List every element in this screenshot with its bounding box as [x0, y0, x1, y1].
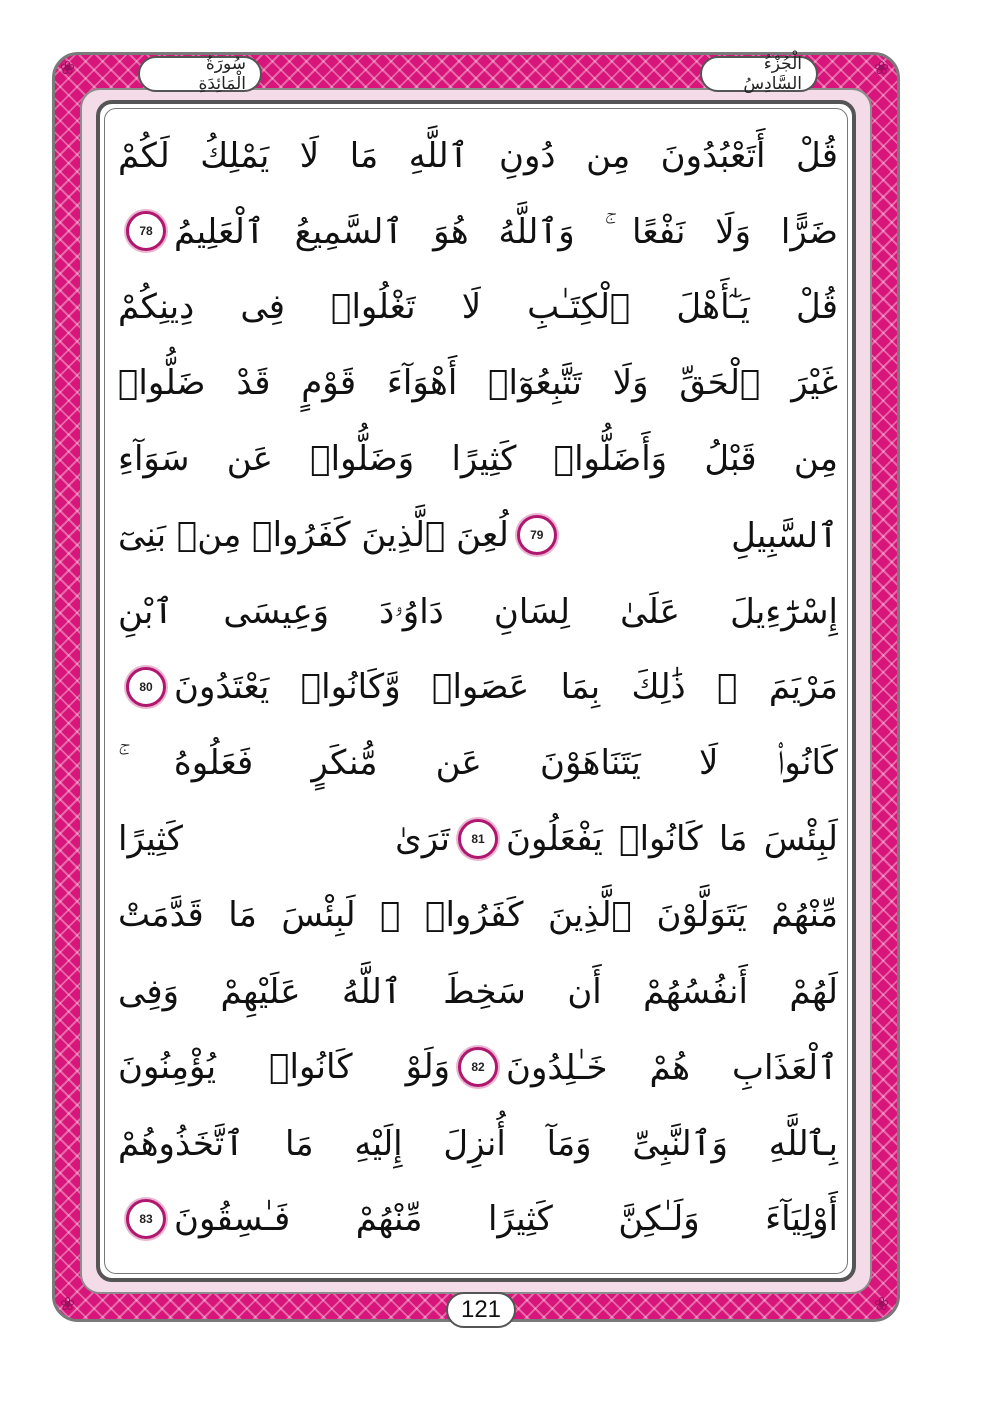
text-line: [118, 346, 838, 420]
text-line: [118, 650, 838, 724]
verse-text: كَانُوا۟ لَا يَتَنَاهَوْنَ عَن مُّنكَرٍ فَعَلُوهُ ۚ: [118, 743, 838, 783]
ayah-number-marker: 83: [126, 1199, 166, 1239]
verse-text: أَوْلِيَآءَ وَلَـٰكِنَّ كَثِيرًا مِّنْهُمْ فَـٰسِقُونَ: [174, 1199, 838, 1239]
text-line: [118, 726, 838, 800]
corner-ornament-icon: ❀: [874, 1294, 890, 1315]
verse-text: وَلَوْ كَانُوا۟ يُؤْمِنُونَ: [118, 1047, 450, 1087]
verse-text: إِسْرَٰٓءِيلَ عَلَىٰ لِسَانِ دَاوُۥدَ وَعِيسَى ٱبْنِ: [118, 591, 838, 632]
verse-text: مِّنْهُمْ يَتَوَلَّوْنَ ٱلَّذِينَ كَفَرُوا۟ ۚ لَبِئْسَ مَا قَدَّمَتْ: [118, 895, 838, 935]
text-line: [118, 118, 838, 192]
verse-text: بِٱللَّهِ وَٱلنَّبِىِّ وَمَآ أُنزِلَ إِلَيْهِ مَا ٱتَّخَذُوهُمْ: [118, 1123, 838, 1164]
verse-text: لَبِئْسَ مَا كَانُوا۟ يَفْعَلُونَ: [506, 819, 838, 859]
verse-text: تَرَىٰ كَثِيرًا: [118, 819, 450, 859]
text-line: [118, 422, 838, 496]
verse-text: غَيْرَ ٱلْحَقِّ وَلَا تَتَّبِعُوٓا۟ أَهْوَآءَ قَوْمٍ قَدْ ضَلُّوا۟: [118, 363, 838, 403]
page-number: 121: [446, 1292, 516, 1328]
ayah-number-marker: 82: [458, 1047, 498, 1087]
ayah-number-marker: 81: [458, 819, 498, 859]
text-line: [118, 802, 838, 876]
quran-text-area: [112, 112, 844, 1272]
corner-ornament-icon: ❀: [60, 1294, 76, 1315]
verse-text: ضَرًّا وَلَا نَفْعًا ۚ وَٱللَّهُ هُوَ ٱلسَّمِيعُ ٱلْعَلِيمُ: [174, 211, 838, 252]
text-line: [118, 1030, 838, 1104]
text-line: [118, 1106, 838, 1180]
text-line: [118, 574, 838, 648]
corner-ornament-icon: ❀: [60, 58, 76, 79]
text-line: [118, 270, 838, 344]
verse-text: مَرْيَمَ ۚ ذَٰلِكَ بِمَا عَصَوا۟ وَّكَانُوا۟ يَعْتَدُونَ: [174, 667, 838, 707]
text-line: [118, 954, 838, 1028]
surah-label: سُورَةُ الْمَائِدَةِ: [138, 56, 262, 92]
verse-text: لَهُمْ أَنفُسُهُمْ أَن سَخِطَ ٱللَّهُ عَلَيْهِمْ وَفِى: [118, 971, 838, 1012]
juz-label: الْجُزْءُ السَّادِسُ: [700, 56, 818, 92]
verse-text: ٱلسَّبِيلِ: [731, 515, 838, 556]
verse-text: مِن قَبْلُ وَأَضَلُّوا۟ كَثِيرًا وَضَلُّوا۟ عَن سَوَآءِ: [118, 439, 838, 479]
verse-text: قُلْ يَـٰٓأَهْلَ ٱلْكِتَـٰبِ لَا تَغْلُوا۟ فِى دِينِكُمْ: [118, 287, 838, 327]
verse-text: لُعِنَ ٱلَّذِينَ كَفَرُوا۟ مِنۢ بَنِىٓ: [118, 515, 509, 555]
text-line: [118, 1182, 838, 1256]
verse-text: ٱلْعَذَابِ هُمْ خَـٰلِدُونَ: [506, 1047, 838, 1088]
ayah-number-marker: 79: [517, 515, 557, 555]
text-line: [118, 194, 838, 268]
text-line: [118, 498, 838, 572]
verse-text: قُلْ أَتَعْبُدُونَ مِن دُونِ ٱللَّهِ مَا لَا يَمْلِكُ لَكُمْ: [118, 135, 838, 176]
ayah-number-marker: 80: [126, 667, 166, 707]
text-line: [118, 878, 838, 952]
corner-ornament-icon: ❀: [874, 58, 890, 79]
ayah-number-marker: 78: [126, 211, 166, 251]
